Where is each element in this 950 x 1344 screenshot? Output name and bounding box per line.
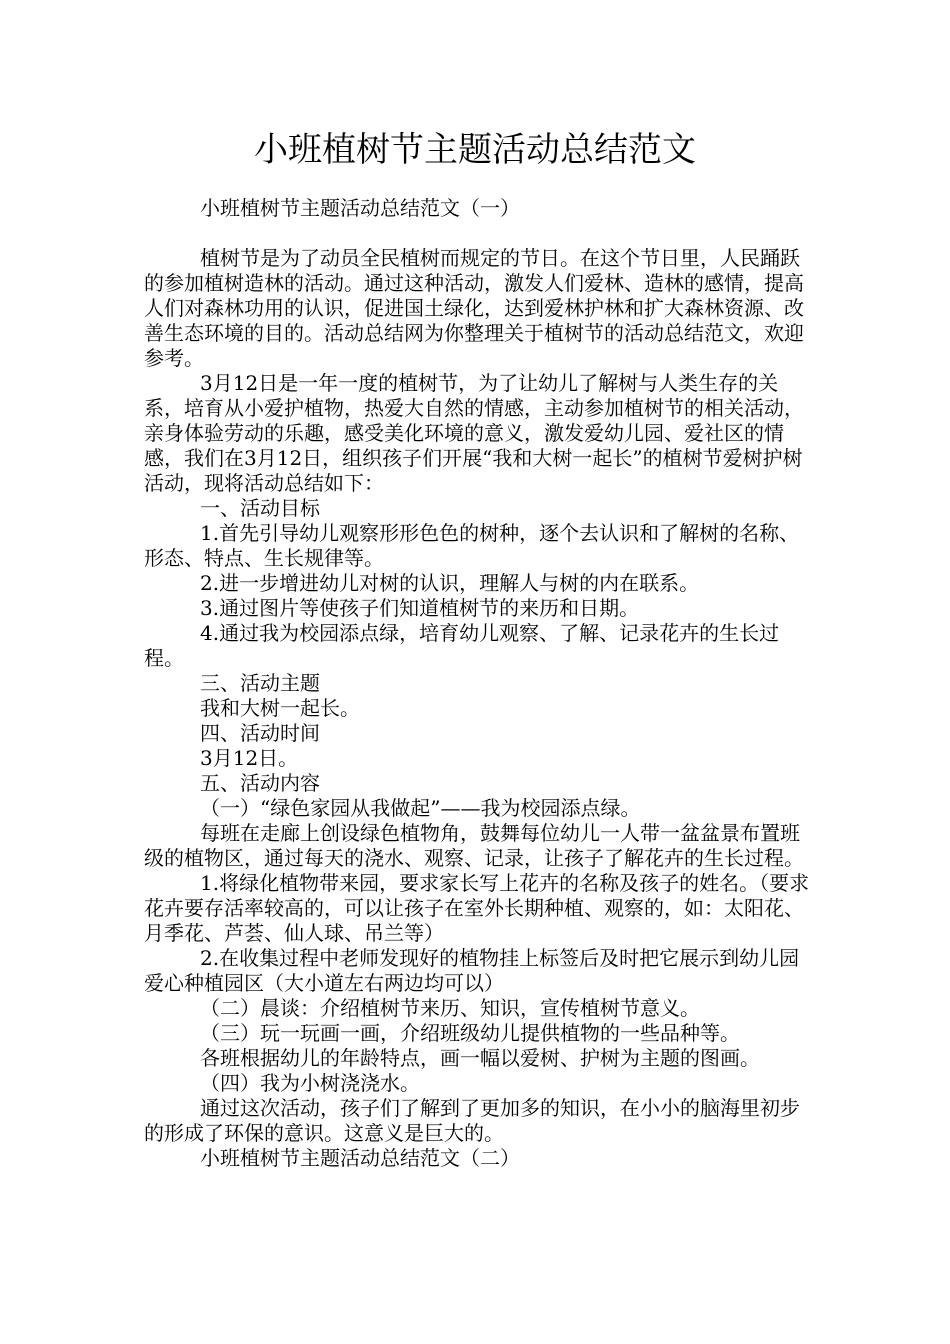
section-heading: 四、活动时间 bbox=[200, 721, 320, 745]
paragraph: 1.首先引导幼儿观察形形色色的树种，逐个去认识和了解树的名称、形态、特点、生长规律等。 bbox=[144, 521, 800, 570]
section-heading: 一、活动目标 bbox=[200, 496, 320, 520]
paragraph: 2.在收集过程中老师发现好的植物挂上标签后及时把它展示到幼儿园爱心种植园区（大小道左右两边均可以） bbox=[144, 946, 800, 995]
section-heading: 小班植树节主题活动总结范文（一） bbox=[200, 196, 520, 220]
section-heading: 五、活动内容 bbox=[200, 771, 320, 795]
paragraph: 每班在走廊上创设绿色植物角，鼓舞每位幼儿一人带一盆盆景布置班级的植物区，通过每天的浇水、观察、记录，让孩子了解花卉的生长过程。 bbox=[144, 821, 804, 870]
document-body bbox=[144, 196, 814, 1171]
paragraph: （二）晨谈：介绍植树节来历、知识，宣传植树节意义。 bbox=[200, 996, 700, 1020]
paragraph: 3月12日是一年一度的植树节，为了让幼儿了解树与人类生存的关系，培育从小爱护植物，热爱大自然的情感，主动参加植树节的相关活动，亲身体验劳动的乐趣，感受美化环境的意义，激发爱幼儿园、爱社区的情感，我们在3月12日，组织孩子们开展“我和大树一起长”的植树节爱树护树活动，现将活动总结如下： bbox=[144, 371, 804, 495]
section-heading: 小班植树节主题活动总结范文（二） bbox=[200, 1146, 520, 1170]
paragraph: 2.进一步增进幼儿对树的认识，理解人与树的内在联系。 bbox=[200, 571, 700, 595]
paragraph: 各班根据幼儿的年龄特点，画一幅以爱树、护树为主题的图画。 bbox=[200, 1046, 760, 1070]
paragraph: 通过这次活动，孩子们了解到了更加多的知识，在小小的脑海里初步的形成了环保的意识。这意义是巨大的。 bbox=[144, 1096, 800, 1145]
paragraph: （三）玩一玩画一画，介绍班级幼儿提供植物的一些品种等。 bbox=[200, 1021, 740, 1045]
section-heading: 三、活动主题 bbox=[200, 671, 320, 695]
paragraph: 4.通过我为校园添点绿，培育幼儿观察、了解、记录花卉的生长过程。 bbox=[144, 621, 780, 670]
paragraph: 植树节是为了动员全民植树而规定的节日。在这个节日里，人民踊跃的参加植树造林的活动。通过这种活动，激发人们爱林、造林的感情，提高人们对森林功用的认识，促进国土绿化，达到爱林护林和扩大森林资源、改善生态环境的目的。活动总结网为你整理关于植树节的活动总结范文，欢迎参考。 bbox=[144, 246, 804, 370]
paragraph: （四）我为小树浇浇水。 bbox=[200, 1071, 420, 1095]
paragraph: 1.将绿化植物带来园，要求家长写上花卉的名称及孩子的姓名。（要求花卉要存活率较高的，可以让孩子在室外长期种植、观察的，如：太阳花、月季花、芦荟、仙人球、吊兰等） bbox=[144, 871, 810, 945]
paragraph: 3.通过图片等使孩子们知道植树节的来历和日期。 bbox=[200, 596, 640, 620]
paragraph: 我和大树一起长。 bbox=[200, 696, 360, 720]
paragraph: 3月12日。 bbox=[200, 746, 299, 770]
document-title: 小班植树节主题活动总结范文 bbox=[254, 130, 696, 170]
paragraph: （一）“绿色家园从我做起”——我为校园添点绿。 bbox=[200, 796, 641, 820]
